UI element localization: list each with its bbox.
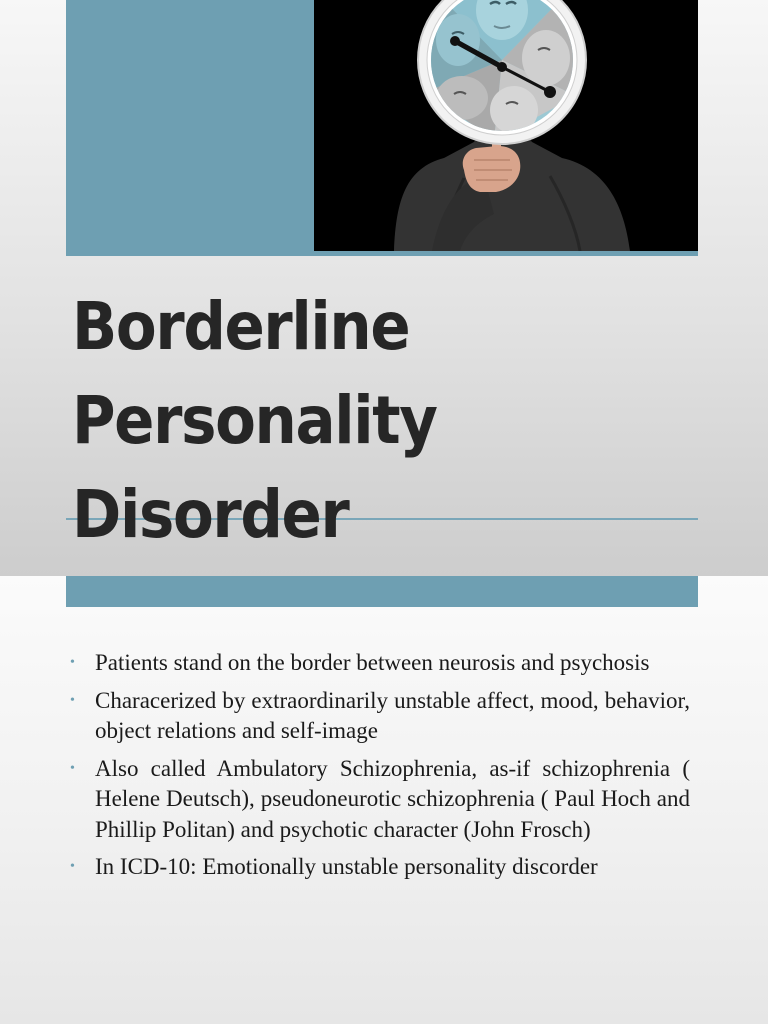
- bullet-text: In ICD-10: Emotionally unstable personality discorder: [95, 854, 598, 879]
- slide-title: [72, 280, 504, 562]
- accent-block: [66, 0, 314, 253]
- bullet-icon: •: [70, 655, 75, 670]
- photo-underline: [66, 251, 698, 256]
- title-line: Personality: [72, 382, 437, 459]
- bullet-icon: •: [70, 859, 75, 874]
- list-item: [70, 852, 690, 883]
- bullet-text: Characerized by extraordinarily unstable affect, mood, behavior, object relations and self-image: [95, 687, 690, 743]
- content-slide: [0, 576, 768, 1024]
- bullet-text: Also called Ambulatory Schizophrenia, as-if schizophrenia ( Helene Deutsch), pseudoneurotic schizophrenia ( Paul Hoch and Phillip Politan) and psychotic character (John Frosch): [95, 755, 690, 842]
- bullet-icon: •: [70, 760, 75, 776]
- list-item: [70, 686, 690, 747]
- list-item: [70, 648, 690, 679]
- title-photo: [314, 0, 698, 251]
- title-line: Disorder: [72, 476, 349, 553]
- slide-header-bar: [66, 576, 698, 607]
- title-line: Borderline: [72, 288, 410, 365]
- person-with-clock-image: [314, 0, 698, 251]
- bullet-icon: •: [70, 692, 75, 708]
- list-item: [70, 754, 690, 846]
- bullet-list: [70, 648, 690, 890]
- bullet-text: Patients stand on the border between neurosis and psychosis: [95, 650, 650, 675]
